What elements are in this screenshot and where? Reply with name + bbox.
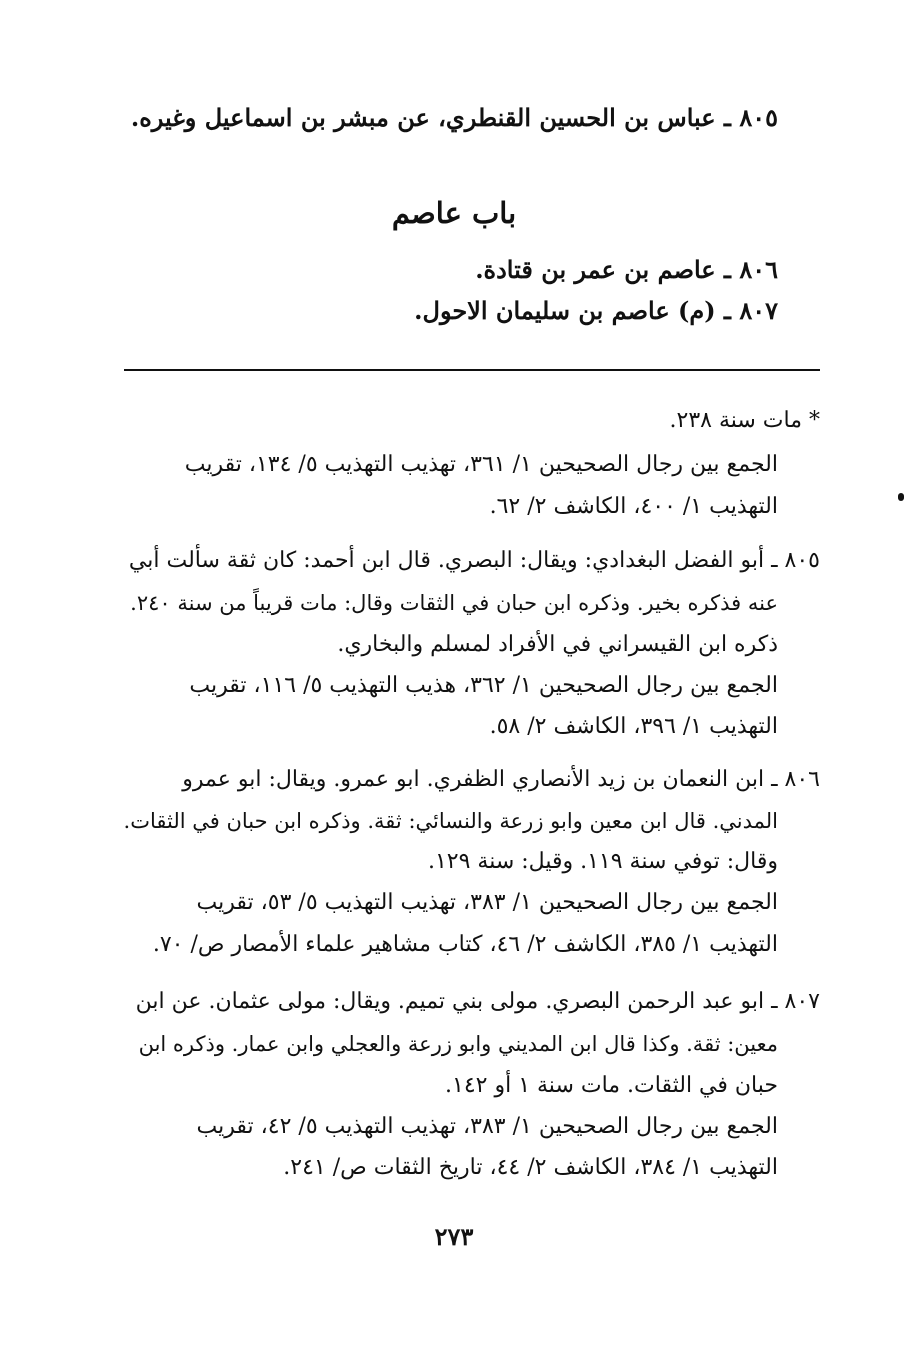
page-number: ٢٧٣ [434, 1222, 474, 1251]
footnote-806-line-5: التهذيب ١/ ٣٨٥، الكاشف ٢/ ٤٦، كتاب مشاهير علماء الأمصار ص/ ٧٠. [152, 932, 778, 957]
entry-807: ٨٠٧ ـ (م) عاصم بن سليمان الاحول. [414, 296, 778, 325]
footnote-star-line-2: الجمع بين رجال الصحيحين ١/ ٣٦١، تهذيب التهذيب ٥/ ١٣٤، تقريب [184, 452, 778, 477]
footnote-star-line-1: * مات سنة ٢٣٨. [669, 408, 820, 433]
footnote-806-line-2: المدني. قال ابن معين وابو زرعة والنسائي: ثقة. وذكره ابن حبان في الثقات. [123, 809, 778, 833]
margin-ink-mark [898, 493, 904, 501]
footnote-807-line-1: ٨٠٧ ـ ابو عبد الرحمن البصري. مولى بني تميم. ويقال: مولى عثمان. عن ابن [135, 989, 820, 1014]
footnote-806-line-3: وقال: توفي سنة ١١٩. وقيل: سنة ١٢٩. [427, 849, 778, 874]
footnote-807-line-4: الجمع بين رجال الصحيحين ١/ ٣٨٣، تهذيب التهذيب ٥/ ٤٢، تقريب [196, 1114, 778, 1139]
footnote-divider [124, 369, 820, 371]
entry-805: ٨٠٥ ـ عباس بن الحسين القنطري، عن مبشر بن اسماعيل وغيره. [130, 103, 778, 132]
footnote-806-line-4: الجمع بين رجال الصحيحين ١/ ٣٨٣، تهذيب التهذيب ٥/ ٥٣، تقريب [196, 890, 778, 915]
footnote-806-line-1: ٨٠٦ ـ ابن النعمان بن زيد الأنصاري الظفري. ابو عمرو. ويقال: ابو عمرو [182, 767, 820, 792]
footnote-805-line-5: التهذيب ١/ ٣٩٦، الكاشف ٢/ ٥٨. [489, 714, 778, 739]
footnote-807-line-5: التهذيب ١/ ٣٨٤، الكاشف ٢/ ٤٤، تاريخ الثقات ص/ ٢٤١. [283, 1155, 778, 1180]
footnote-star-line-3: التهذيب ١/ ٤٠٠، الكاشف ٢/ ٦٢. [489, 494, 778, 519]
entry-806: ٨٠٦ ـ عاصم بن عمر بن قتادة. [475, 255, 778, 284]
footnote-807-line-2: معين: ثقة. وكذا قال ابن المديني وابو زرعة والعجلي وابن عمار. وذكره ابن [138, 1032, 778, 1056]
section-title: باب عاصم [391, 196, 517, 230]
footnote-805-line-2: عنه فذكره بخير. وذكره ابن حبان في الثقات وقال: مات قريباً من سنة ٢٤٠. [130, 591, 778, 615]
footnote-805-line-1: ٨٠٥ ـ أبو الفضل البغدادي: ويقال: البصري. قال ابن أحمد: كان ثقة سألت أبي [128, 548, 820, 573]
footnote-805-line-3: ذكره ابن القيسراني في الأفراد لمسلم والبخاري. [337, 632, 778, 657]
footnote-805-line-4: الجمع بين رجال الصحيحين ١/ ٣٦٢، هذيب التهذيب ٥/ ١١٦، تقريب [189, 673, 778, 698]
footnote-807-line-3: حبان في الثقات. مات سنة ١ أو ١٤٢. [445, 1073, 778, 1098]
